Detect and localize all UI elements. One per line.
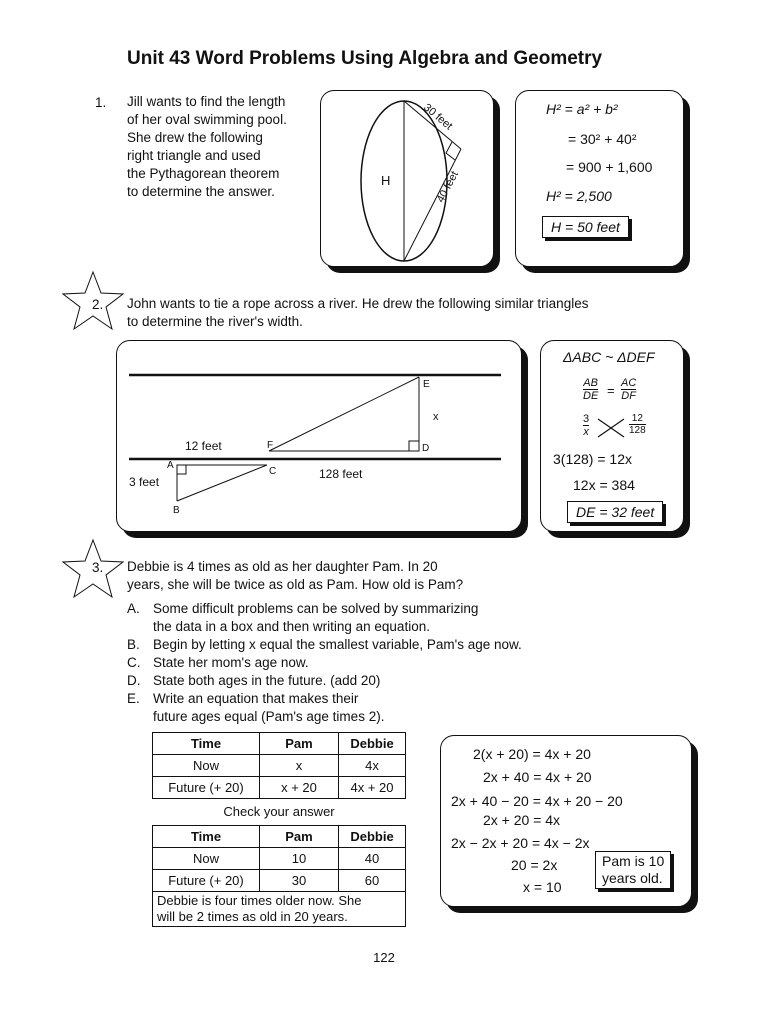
cross-fraction-2: 12 128 — [629, 413, 646, 436]
equals-sign: = — [607, 383, 615, 398]
note-cell: Debbie is four times older now. She will be 2 times as old in 20 years. — [153, 892, 406, 927]
problem-1-work-box — [515, 90, 684, 267]
check-answer-label: Check your answer — [223, 804, 335, 819]
step-e: E. Write an equation that makes their future ages equal (Pam's age times 2). — [127, 691, 385, 724]
point-c-label: C — [269, 466, 277, 477]
label-12-feet: 12 feet — [185, 439, 222, 453]
problem-3-number: 3. — [92, 560, 104, 575]
step-a: A. Some difficult problems can be solved by summarizing the data in a box and then writing an equation. — [127, 601, 479, 634]
cross-fraction-1: 3 x — [583, 413, 590, 438]
problem-1-number: 1. — [95, 95, 107, 110]
work-line: = 900 + 1,600 — [566, 159, 653, 175]
problem-2-answer: DE = 32 feet — [567, 501, 663, 523]
x-label: x — [433, 411, 439, 423]
problem-3-work-box — [440, 735, 692, 907]
leg-b-line — [404, 149, 461, 261]
pool-diagram — [321, 91, 493, 266]
problem-1-text: Jill wants to find the length of her oval swimming pool. She drew the following right triangle and used the Pythagorean theorem to determine the answer. — [127, 94, 287, 199]
work-line: 20 = 2x — [511, 857, 558, 873]
page-title: Unit 43 Word Problems Using Algebra and Geometry — [127, 48, 603, 69]
work-line: 2x − 2x + 20 = 4x − 2x — [451, 835, 590, 851]
label-3-feet: 3 feet — [129, 475, 160, 489]
table-row: Now x 4x — [153, 755, 406, 777]
river-diagram-box — [116, 340, 522, 532]
work-line: H² = 2,500 — [546, 188, 612, 204]
point-f-label: F — [267, 440, 274, 451]
page-number: 122 — [373, 950, 395, 965]
table-header-row: Time Pam Debbie — [153, 826, 406, 848]
problem-3-text: Debbie is 4 times as old as her daughter Pam. In 20 years, she will be twice as old as Pam. How old is Pam? — [127, 559, 464, 592]
right-angle-a — [177, 465, 186, 474]
h-label: H — [381, 173, 391, 188]
river-diagram — [117, 341, 521, 531]
right-angle-d — [409, 441, 419, 451]
ratio-fraction-1: AB DE — [583, 377, 599, 402]
point-d-label: D — [422, 443, 430, 454]
right-angle-mark — [446, 142, 455, 160]
table-row: Future (+ 20) 30 60 — [153, 870, 406, 892]
problem-2-text: John wants to tie a rope across a river. He drew the following similar triangles to determine the river's width. — [127, 296, 589, 329]
problem-3-steps — [127, 600, 522, 726]
pool-diagram-box — [320, 90, 494, 267]
work-line: 2x + 20 = 4x — [483, 812, 561, 828]
problem-3-answer: Pam is 10 years old. — [595, 851, 671, 889]
side-ef — [269, 377, 419, 451]
ratio-fraction-2: AC DF — [621, 377, 637, 402]
table-header-row: Time Pam Debbie — [153, 733, 406, 755]
work-line: H² = a² + b² — [546, 101, 618, 117]
work-line: 2x + 40 − 20 = 4x + 20 − 20 — [451, 793, 623, 809]
check-table — [152, 825, 406, 927]
table-row — [153, 892, 406, 927]
work-line: = 30² + 40² — [568, 131, 637, 147]
problem-2-work-box — [540, 340, 684, 532]
problem-1-answer: H = 50 feet — [542, 216, 629, 238]
point-e-label: E — [423, 379, 430, 390]
side-bc — [177, 465, 267, 501]
table-row: Now 10 40 — [153, 848, 406, 870]
work-line: 12x = 384 — [573, 477, 635, 493]
table-row: Future (+ 20) x + 20 4x + 20 — [153, 777, 406, 799]
label-128-feet: 128 feet — [319, 467, 363, 481]
work-line: 3(128) = 12x — [553, 451, 632, 467]
summary-table — [152, 732, 406, 799]
work-line: 2x + 40 = 4x + 20 — [483, 769, 592, 785]
side-40-label: 40 feet — [434, 169, 462, 205]
problem-2-number: 2. — [92, 297, 104, 312]
step-d: D. State both ages in the future. (add 20) — [127, 673, 381, 688]
work-line: x = 10 — [523, 879, 562, 895]
side-30-label: 30 feet — [421, 101, 455, 133]
work-line: 2(x + 20) = 4x + 20 — [473, 746, 591, 762]
point-a-label: A — [167, 460, 174, 471]
step-c: C. State her mom's age now. — [127, 655, 309, 670]
point-b-label: B — [173, 505, 180, 516]
cross-multiply-icon — [596, 417, 626, 439]
step-b: B. Begin by letting x equal the smallest variable, Pam's age now. — [127, 637, 522, 652]
similar-statement: ΔABC ~ ΔDEF — [563, 349, 655, 365]
